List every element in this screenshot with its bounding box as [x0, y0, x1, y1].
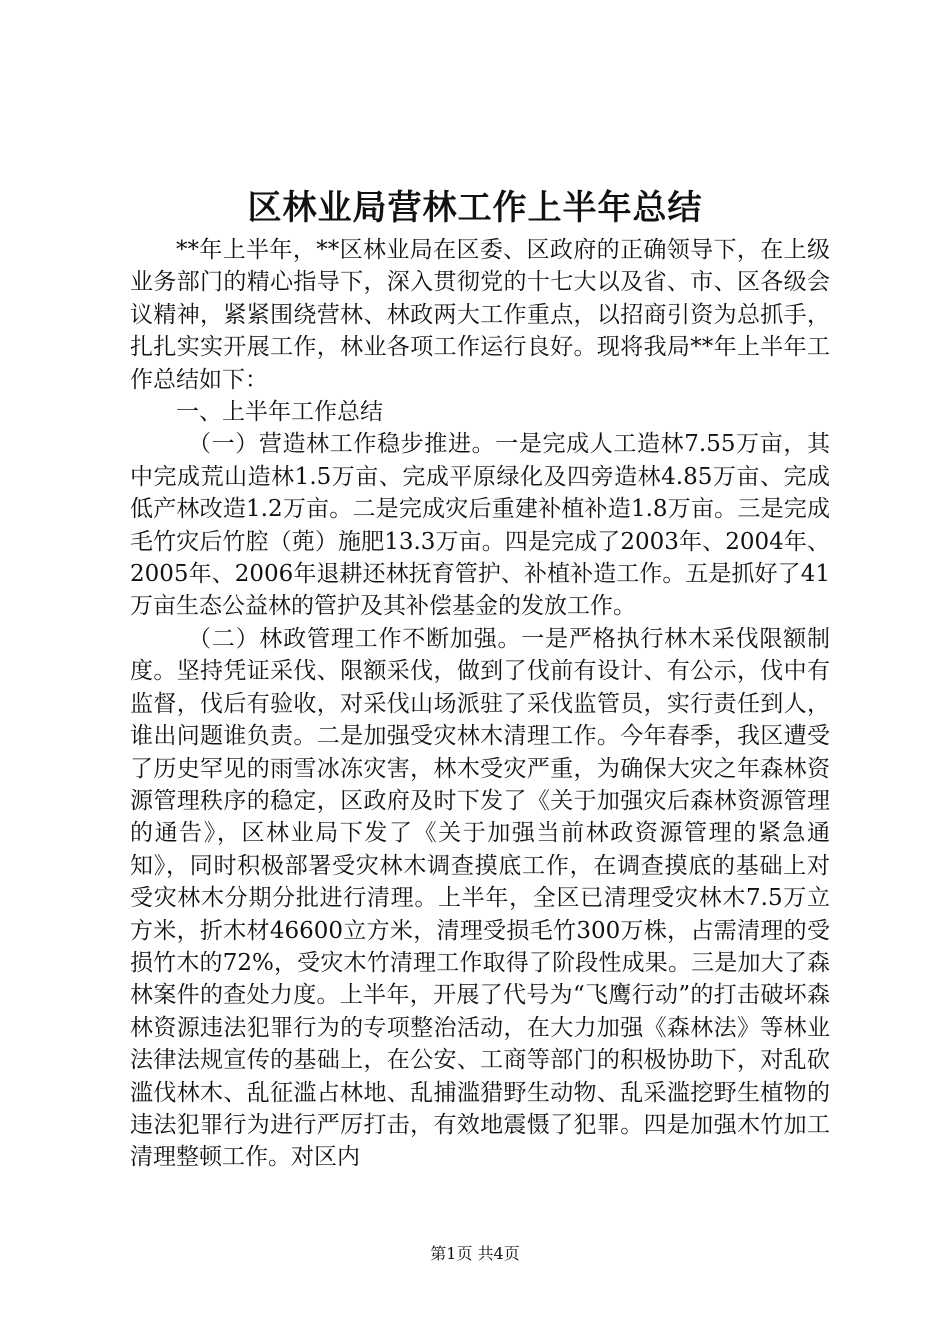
paragraph-intro: **年上半年，**区林业局在区委、区政府的正确领导下，在上级业务部门的精心指导下，深入贯彻党的十七大以及省、市、区各级会议精神，紧紧围绕营林、林政两大工作重点，以招商引资为总抓手，扎扎实实开展工作，林业各项工作运行良好。现将我局**年上半年工作总结如下： [130, 237, 830, 393]
paragraph-afforestation: （一）营造林工作稳步推进。一是完成人工造林7.55万亩，其中完成荒山造林1.5万亩、完成平原绿化及四旁造林4.85万亩、完成低产林改造1.2万亩。二是完成灾后重建补植补造1.8万亩。三是完成毛竹灾后竹腔（蔸）施肥13.3万亩。四是完成了2003年、2004年、2005年、2006年退耕还林抚育管护、补植补造工作。五是抓好了41万亩生态公益林的管护及其补偿基金的发放工作。 [130, 431, 830, 620]
paragraph-forest-administration: （二）林政管理工作不断加强。一是严格执行林木采伐限额制度。坚持凭证采伐、限额采伐，做到了伐前有设计、有公示，伐中有监督，伐后有验收，对采伐山场派驻了采伐监管员，实行责任到人，谁出问题谁负责。二是加强受灾林木清理工作。今年春季，我区遭受了历史罕见的雨雪冰冻灾害，林木受灾严重，为确保大灾之年森林资源管理秩序的稳定，区政府及时下发了《关于加强灾后森林资源管理的通告》，区林业局下发了《关于加强当前林政资源管理的紧急通知》，同时积极部署受灾林木调查摸底工作，在调查摸底的基础上对受灾林木分期分批进行清理。上半年，全区已清理受灾林木7.5万立方米，折木材46600立方米，清理受损毛竹300万株，占需清理的受损竹木的72%，受灾木竹清理工作取得了阶段性成果。三是加大了森林案件的查处力度。上半年，开展了代号为“飞鹰行动”的打击破坏森林资源违法犯罪行为的专项整治活动，在大力加强《森林法》等林业法律法规宣传的基础上，在公安、工商等部门的积极协助下，对乱砍滥伐林木、乱征滥占林地、乱捕滥猎野生动物、乱采滥挖野生植物的违法犯罪行为进行严厉打击，有效地震慑了犯罪。四是加强木竹加工清理整顿工作。对区内 [130, 625, 830, 1171]
section-heading: 一、上半年工作总结 [176, 399, 383, 426]
page-footer: 第1页 共4页 [430, 1244, 520, 1263]
document-body [130, 234, 830, 1174]
document-title: 区林业局营林工作上半年总结 [247, 188, 703, 228]
